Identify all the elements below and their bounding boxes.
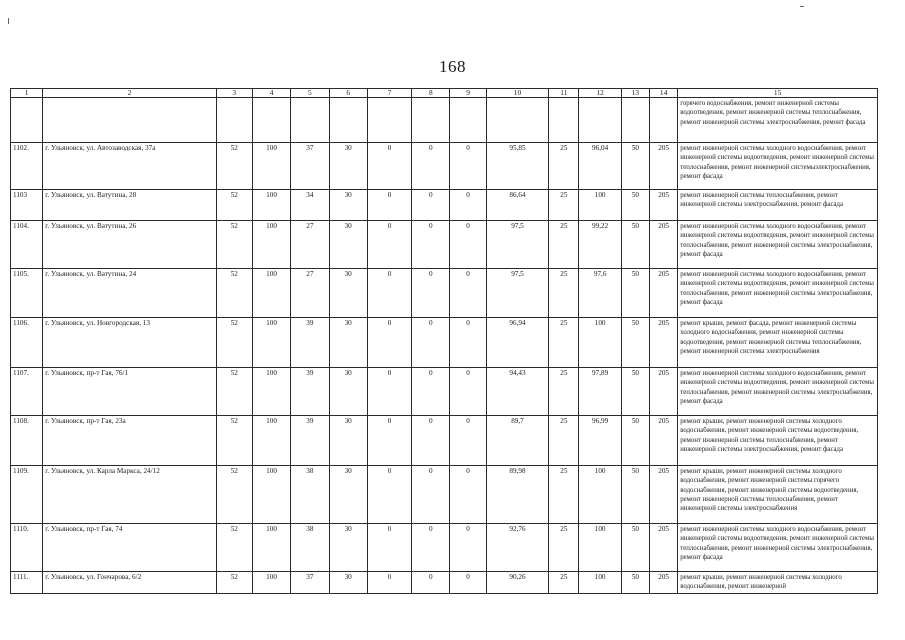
value-cell: 50 bbox=[621, 416, 649, 466]
value-cell: 0 bbox=[367, 221, 411, 269]
value-cell: 30 bbox=[329, 416, 367, 466]
value-cell: 97,6 bbox=[579, 269, 621, 318]
table-row bbox=[11, 269, 878, 318]
value-cell: 38 bbox=[291, 466, 329, 524]
value-cell: 0 bbox=[367, 572, 411, 594]
value-cell: 0 bbox=[450, 572, 486, 594]
value-cell: 97,5 bbox=[486, 221, 549, 269]
value-cell: 52 bbox=[216, 524, 252, 572]
value-cell: 90,26 bbox=[486, 572, 549, 594]
value-cell: 39 bbox=[291, 416, 329, 466]
value-cell bbox=[412, 98, 450, 143]
value-cell: 100 bbox=[252, 221, 290, 269]
value-cell: 100 bbox=[579, 524, 621, 572]
value-cell: 50 bbox=[621, 524, 649, 572]
value-cell: 89,7 bbox=[486, 416, 549, 466]
value-cell: 25 bbox=[549, 524, 579, 572]
column-number: 10 bbox=[486, 89, 549, 98]
value-cell: 50 bbox=[621, 368, 649, 416]
value-cell: 100 bbox=[252, 368, 290, 416]
value-cell: 205 bbox=[650, 416, 678, 466]
page-number: 168 bbox=[439, 57, 466, 76]
value-cell: 30 bbox=[329, 143, 367, 190]
value-cell: 100 bbox=[252, 269, 290, 318]
row-number: 1107. bbox=[11, 368, 43, 416]
row-number: 1111. bbox=[11, 572, 43, 594]
value-cell bbox=[216, 98, 252, 143]
value-cell: 52 bbox=[216, 269, 252, 318]
works-cell: ремонт инженерной системы холодного водоснабжения, ремонт инженерной системы водоотведения, ремонт инженерной системы теплоснабжения, ремонт инженерной системы электроснабжения, ремонт фасада bbox=[678, 269, 878, 318]
table-row bbox=[11, 318, 878, 368]
value-cell: 0 bbox=[450, 221, 486, 269]
address-cell: г. Ульяновск, ул. Ватутина, 26 bbox=[43, 221, 216, 269]
table-row bbox=[11, 190, 878, 221]
value-cell: 25 bbox=[549, 368, 579, 416]
column-number: 15 bbox=[678, 89, 878, 98]
address-cell: г. Ульяновск, пр-т Гая, 76/1 bbox=[43, 368, 216, 416]
repair-register-table bbox=[10, 88, 878, 594]
value-cell: 30 bbox=[329, 466, 367, 524]
value-cell: 0 bbox=[412, 416, 450, 466]
works-cell: горячего водоснабжения, ремонт инженерной системы водоотведения, ремонт инженерной системы теплоснабжения, ремонт инженерной системы электроснабжения, ремонт фасада bbox=[678, 98, 878, 143]
table-row bbox=[11, 524, 878, 572]
value-cell: 37 bbox=[291, 572, 329, 594]
column-number-row bbox=[11, 89, 878, 98]
value-cell: 97,89 bbox=[579, 368, 621, 416]
value-cell bbox=[579, 98, 621, 143]
value-cell: 50 bbox=[621, 190, 649, 221]
value-cell: 0 bbox=[450, 416, 486, 466]
value-cell: 0 bbox=[412, 524, 450, 572]
value-cell: 0 bbox=[412, 143, 450, 190]
column-number: 1 bbox=[11, 89, 43, 98]
scan-mark-top-right bbox=[800, 6, 804, 7]
value-cell: 205 bbox=[650, 221, 678, 269]
value-cell: 25 bbox=[549, 318, 579, 368]
value-cell: 205 bbox=[650, 143, 678, 190]
value-cell: 25 bbox=[549, 190, 579, 221]
value-cell: 52 bbox=[216, 466, 252, 524]
column-number: 2 bbox=[43, 89, 216, 98]
value-cell: 34 bbox=[291, 190, 329, 221]
value-cell: 0 bbox=[367, 269, 411, 318]
column-number: 11 bbox=[549, 89, 579, 98]
column-number: 12 bbox=[579, 89, 621, 98]
value-cell: 30 bbox=[329, 221, 367, 269]
value-cell: 0 bbox=[412, 368, 450, 416]
value-cell: 52 bbox=[216, 318, 252, 368]
value-cell: 205 bbox=[650, 190, 678, 221]
works-cell: ремонт инженерной системы холодного водоснабжения, ремонт инженерной системы водоотведения, ремонт инженерной системы теплоснабжения, ремонт инженерной системы электроснабжения, ремонт фасада bbox=[678, 221, 878, 269]
value-cell: 92,76 bbox=[486, 524, 549, 572]
value-cell: 0 bbox=[412, 221, 450, 269]
value-cell: 94,43 bbox=[486, 368, 549, 416]
value-cell: 96,99 bbox=[579, 416, 621, 466]
row-number: 1106. bbox=[11, 318, 43, 368]
value-cell: 0 bbox=[450, 368, 486, 416]
value-cell: 95,85 bbox=[486, 143, 549, 190]
value-cell: 97,5 bbox=[486, 269, 549, 318]
value-cell: 30 bbox=[329, 368, 367, 416]
address-cell: г. Ульяновск, ул. Гончарова, 6/2 bbox=[43, 572, 216, 594]
value-cell: 37 bbox=[291, 143, 329, 190]
scan-mark-top-left bbox=[8, 18, 9, 24]
value-cell: 27 bbox=[291, 221, 329, 269]
value-cell: 0 bbox=[367, 416, 411, 466]
value-cell: 99,22 bbox=[579, 221, 621, 269]
value-cell: 50 bbox=[621, 221, 649, 269]
value-cell bbox=[549, 98, 579, 143]
value-cell: 96,94 bbox=[486, 318, 549, 368]
address-cell: г. Ульяновск, ул. Ватутина, 24 bbox=[43, 269, 216, 318]
value-cell bbox=[291, 98, 329, 143]
value-cell: 100 bbox=[252, 190, 290, 221]
value-cell: 100 bbox=[579, 572, 621, 594]
value-cell: 0 bbox=[412, 572, 450, 594]
address-cell: г. Ульяновск, ул. Ватутина, 28 bbox=[43, 190, 216, 221]
value-cell: 30 bbox=[329, 269, 367, 318]
row-number: 1108. bbox=[11, 416, 43, 466]
value-cell: 50 bbox=[621, 318, 649, 368]
value-cell: 25 bbox=[549, 269, 579, 318]
works-cell: ремонт инженерной системы холодного водоснабжения, ремонт инженерной системы водоотведения, ремонт инженерной системы теплоснабжения, ремонт инженерной системы электроснабжения, ремонт фасада bbox=[678, 524, 878, 572]
value-cell: 52 bbox=[216, 572, 252, 594]
row-number: 1109. bbox=[11, 466, 43, 524]
value-cell: 0 bbox=[367, 190, 411, 221]
column-number: 7 bbox=[367, 89, 411, 98]
address-cell: г. Ульяновск, ул. Новгородская, 13 bbox=[43, 318, 216, 368]
value-cell: 30 bbox=[329, 318, 367, 368]
value-cell: 205 bbox=[650, 368, 678, 416]
value-cell: 25 bbox=[549, 572, 579, 594]
table-row bbox=[11, 98, 878, 143]
value-cell: 0 bbox=[450, 318, 486, 368]
value-cell: 0 bbox=[367, 466, 411, 524]
value-cell: 205 bbox=[650, 318, 678, 368]
value-cell: 0 bbox=[367, 368, 411, 416]
value-cell: 30 bbox=[329, 572, 367, 594]
row-number: 1105. bbox=[11, 269, 43, 318]
value-cell: 0 bbox=[367, 143, 411, 190]
value-cell bbox=[329, 98, 367, 143]
value-cell: 205 bbox=[650, 466, 678, 524]
value-cell: 96,04 bbox=[579, 143, 621, 190]
value-cell: 205 bbox=[650, 524, 678, 572]
value-cell: 50 bbox=[621, 572, 649, 594]
value-cell: 0 bbox=[412, 318, 450, 368]
value-cell: 0 bbox=[450, 466, 486, 524]
value-cell bbox=[650, 98, 678, 143]
value-cell: 0 bbox=[412, 190, 450, 221]
table-row bbox=[11, 572, 878, 594]
value-cell bbox=[486, 98, 549, 143]
value-cell: 100 bbox=[252, 318, 290, 368]
row-number: 1104. bbox=[11, 221, 43, 269]
value-cell: 100 bbox=[252, 466, 290, 524]
row-number: 1103 bbox=[11, 190, 43, 221]
table-row bbox=[11, 368, 878, 416]
value-cell: 50 bbox=[621, 269, 649, 318]
value-cell: 100 bbox=[579, 466, 621, 524]
column-number: 4 bbox=[252, 89, 290, 98]
column-number: 5 bbox=[291, 89, 329, 98]
value-cell: 25 bbox=[549, 416, 579, 466]
value-cell: 100 bbox=[252, 143, 290, 190]
value-cell: 100 bbox=[252, 572, 290, 594]
column-number: 14 bbox=[650, 89, 678, 98]
value-cell: 39 bbox=[291, 318, 329, 368]
column-number: 8 bbox=[412, 89, 450, 98]
table-row bbox=[11, 466, 878, 524]
value-cell: 205 bbox=[650, 269, 678, 318]
value-cell: 86,64 bbox=[486, 190, 549, 221]
row-number: 1110. bbox=[11, 524, 43, 572]
address-cell bbox=[43, 98, 216, 143]
value-cell: 0 bbox=[450, 190, 486, 221]
row-number: 1102. bbox=[11, 143, 43, 190]
works-cell: ремонт инженерной системы холодного водоснабжения, ремонт инженерной системы водоотведения, ремонт инженерной системы теплоснабжения, ремонт инженерной системы электроснабжения, ремонт фасада bbox=[678, 368, 878, 416]
value-cell: 39 bbox=[291, 368, 329, 416]
table-row bbox=[11, 143, 878, 190]
column-number: 9 bbox=[450, 89, 486, 98]
value-cell: 205 bbox=[650, 572, 678, 594]
value-cell: 100 bbox=[252, 524, 290, 572]
works-cell: ремонт крыши, ремонт фасада, ремонт инженерной системы холодного водоснабжения, ремонт инженерной системы водоотведения, ремонт инженерной системы теплоснабжения, ремонт инженерной системы электроснабжения bbox=[678, 318, 878, 368]
value-cell: 100 bbox=[579, 318, 621, 368]
value-cell: 0 bbox=[367, 318, 411, 368]
works-cell: ремонт инженерной системы холодного водоснабжения, ремонт инженерной системы водоотведения, ремонт инженерной системы теплоснабжения, ремонт инженерной системыэлектроснабжения, ремонт фасада bbox=[678, 143, 878, 190]
column-number: 13 bbox=[621, 89, 649, 98]
address-cell: г. Ульяновск, ул. Карла Маркса, 24/12 bbox=[43, 466, 216, 524]
works-cell: ремонт инженерной системы теплоснабжения, ремонт инженерной системы электроснабжения, ремонт фасада bbox=[678, 190, 878, 221]
value-cell bbox=[252, 98, 290, 143]
value-cell: 89,98 bbox=[486, 466, 549, 524]
value-cell: 25 bbox=[549, 221, 579, 269]
value-cell: 100 bbox=[579, 190, 621, 221]
address-cell: г. Ульяновск, пр-т Гая, 23а bbox=[43, 416, 216, 466]
column-number: 6 bbox=[329, 89, 367, 98]
table-row bbox=[11, 221, 878, 269]
value-cell: 100 bbox=[252, 416, 290, 466]
value-cell: 25 bbox=[549, 466, 579, 524]
works-cell: ремонт крыши, ремонт инженерной системы холодного водоснабжения, ремонт инженерной bbox=[678, 572, 878, 594]
row-number bbox=[11, 98, 43, 143]
value-cell: 52 bbox=[216, 190, 252, 221]
value-cell: 0 bbox=[412, 466, 450, 524]
address-cell: г. Ульяновск, ул. Автозаводская, 37а bbox=[43, 143, 216, 190]
value-cell: 52 bbox=[216, 368, 252, 416]
works-cell: ремонт крыши, ремонт инженерной системы холодного водоснабжения, ремонт инженерной системы горячего водоснабжения, ремонт инженерной системы водоотведения, ремонт инженерной системы теплоснабжения, ремонт инженерной системы электроснабжения bbox=[678, 466, 878, 524]
value-cell: 0 bbox=[367, 524, 411, 572]
value-cell: 25 bbox=[549, 143, 579, 190]
value-cell: 38 bbox=[291, 524, 329, 572]
value-cell bbox=[450, 98, 486, 143]
works-cell: ремонт крыши, ремонт инженерной системы холодного водоснабжения, ремонт инженерной системы водоотведения, ремонт инженерной системы теплоснабжения, ремонт инженерной системы электроснабжения, ремонт фасада bbox=[678, 416, 878, 466]
value-cell: 27 bbox=[291, 269, 329, 318]
address-cell: г. Ульяновск, пр-т Гая, 74 bbox=[43, 524, 216, 572]
value-cell: 0 bbox=[450, 269, 486, 318]
value-cell: 30 bbox=[329, 190, 367, 221]
table-row bbox=[11, 416, 878, 466]
value-cell bbox=[367, 98, 411, 143]
value-cell: 30 bbox=[329, 524, 367, 572]
column-number: 3 bbox=[216, 89, 252, 98]
value-cell: 52 bbox=[216, 221, 252, 269]
value-cell: 50 bbox=[621, 143, 649, 190]
value-cell bbox=[621, 98, 649, 143]
value-cell: 52 bbox=[216, 416, 252, 466]
value-cell: 0 bbox=[412, 269, 450, 318]
value-cell: 52 bbox=[216, 143, 252, 190]
value-cell: 0 bbox=[450, 524, 486, 572]
value-cell: 50 bbox=[621, 466, 649, 524]
value-cell: 0 bbox=[450, 143, 486, 190]
